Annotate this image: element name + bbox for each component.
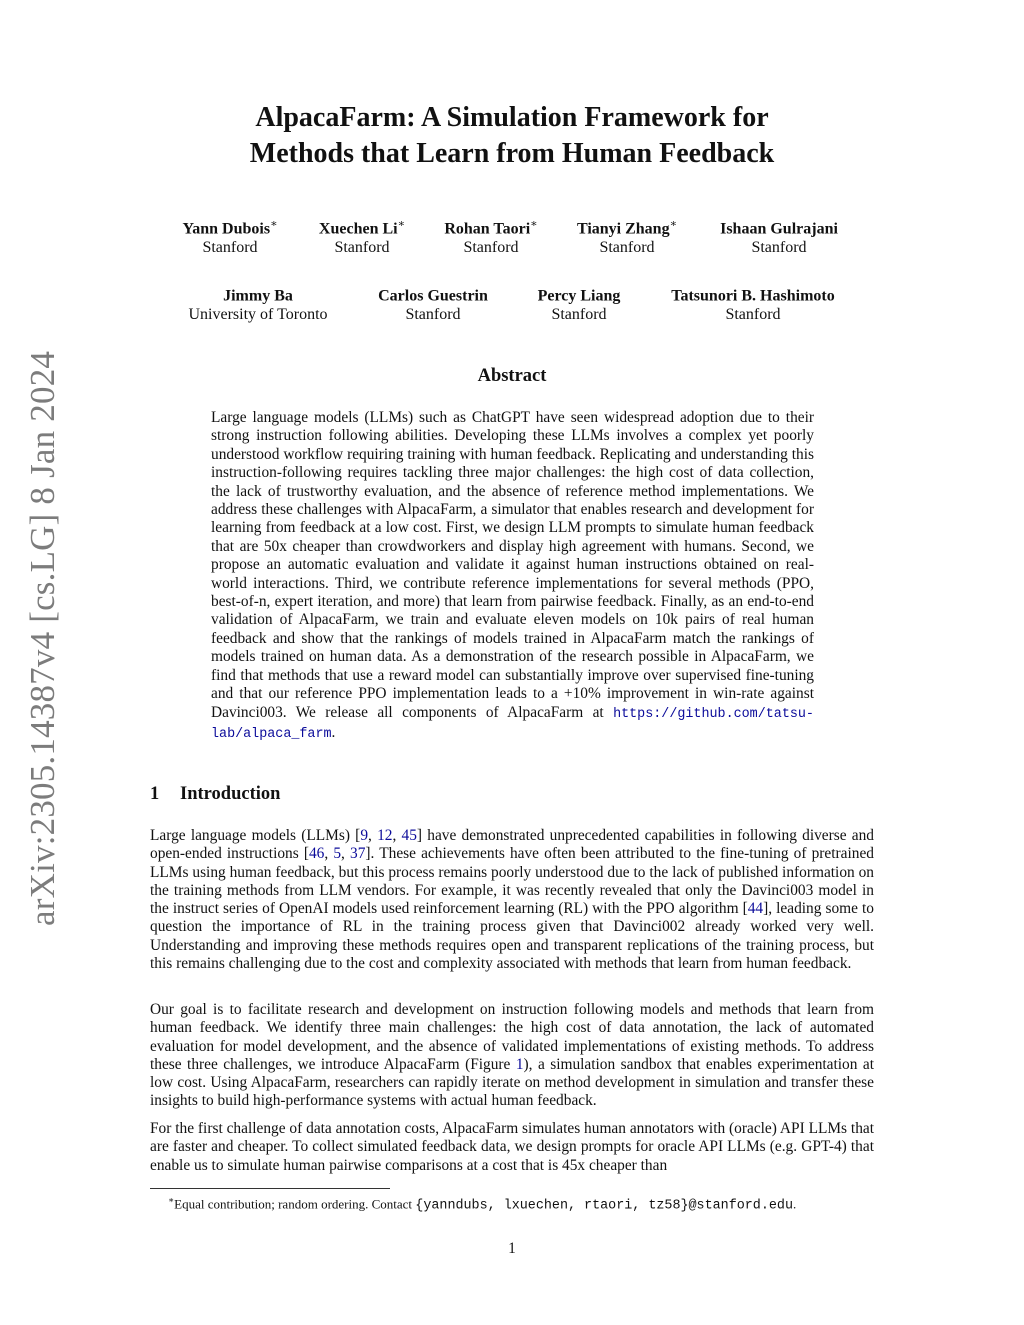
author-name: Carlos Guestrin	[378, 287, 488, 305]
title-line-1: AlpacaFarm: A Simulation Framework for	[255, 102, 769, 133]
author-affiliation: Stanford	[405, 306, 461, 324]
author-name: Xuechen Li	[318, 220, 398, 238]
author-name: Rohan Taori	[444, 220, 531, 238]
citation-link[interactable]: 12	[377, 827, 393, 844]
footnote-mark: ∗	[168, 1195, 175, 1205]
figure-link[interactable]: 1	[515, 1055, 524, 1073]
author-affiliation: Stanford	[551, 306, 607, 324]
footnote-end: .	[792, 1196, 797, 1212]
text-run: ]. These achievements have often been attributed to the fine-tuning of pretrained LLMs using human feedback, but this process remains poorly understood due to the lack of published information on the training methods from LLM vendors. For example, it was recently revealed that only the Davinci003 model in the instruct series of OpenAI models used reinforcement learning (RL) with the PPO algorithm [	[150, 845, 874, 918]
author	[671, 282, 834, 324]
author-affiliation: Stanford	[725, 306, 781, 324]
citation-link[interactable]: 46	[308, 845, 325, 863]
footnote-rule	[150, 1188, 390, 1189]
footnote	[168, 1192, 796, 1214]
author-affiliation: Stanford	[202, 239, 258, 257]
citation-link[interactable]: 37	[350, 845, 366, 863]
arxiv-stamp	[20, 350, 66, 926]
author-name: Jimmy Ba	[223, 287, 293, 305]
author-name: Tatsunori B. Hashimoto	[671, 287, 835, 305]
text-run: Large language models (LLMs) [	[150, 827, 361, 844]
section-title: Introduction	[180, 784, 281, 804]
text-run: Our goal is to facilitate research and development on instruction following models and methods that learn from human feedback. We identify three main challenges: the high cost of data annotation, the lack of automated evaluation for model development, and the absence of validated implementations of existing methods. To address these three challenges, we introduce AlpacaFarm (Figure	[150, 1001, 874, 1073]
author-affiliation: University of Toronto	[188, 306, 328, 324]
author-name: Yann Dubois	[182, 220, 271, 238]
author-affiliation: Stanford	[751, 239, 807, 257]
author-affiliation: Stanford	[463, 239, 519, 257]
footnote-contact: {yanndubs, lxuechen, rtaori, tz58}@stanford.edu	[415, 1198, 793, 1214]
footnote-text: Equal contribution; random ordering. Contact	[174, 1196, 416, 1212]
author-name: Ishaan Gulrajani	[720, 220, 838, 238]
author-name: Tianyi Zhang	[576, 220, 670, 238]
abstract-body	[211, 409, 814, 744]
intro-paragraph-3: For the first challenge of data annotation costs, AlpacaFarm simulates human annotators with (oracle) API LLMs that are faster and cheaper. To collect simulated feedback data, we design prompts for oracle API LLMs (e.g. GPT-4) that enable us to simulate human pairwise comparisons at a cost that is 45x cheaper than	[150, 1120, 874, 1174]
author	[319, 215, 405, 257]
citation-link[interactable]: 44	[747, 900, 764, 918]
arxiv-identifier: arXiv:2305.14387v4 [cs.LG] 8 Jan 2024	[23, 350, 62, 926]
abstract-end: .	[331, 723, 336, 741]
author	[720, 215, 838, 257]
intro-paragraph-1	[150, 827, 874, 973]
author-name: Percy Liang	[537, 287, 621, 305]
author-affiliation: Stanford	[599, 239, 655, 257]
abstract-text: Large language models (LLMs) such as ChatGPT have seen widespread adoption due to their strong instruction following abilities. Developing these LLMs involves a complex yet poorly understood workflow requiring training with human feedback. Replicating and understanding this instruction-following requires tackling three major challenges: the high cost of data collection, the lack of trustworthy evaluation, and the absence of reference method implementations. We address these challenges with AlpacaFarm, a simulator that enables research and development for learning from feedback at a low cost. First, we design LLM prompts to simulate human feedback that are 50x cheaper than crowdworkers and display high agreement with humans. Second, we propose an automatic evaluation and validate it against human instructions obtained on real-world interactions. Third, we contribute reference implementations for several methods (PPO, best-of-n, expert iteration, and more) that learn from pairwise feedback. Finally, as an end-to-end validation of AlpacaFarm, we train and evaluate eleven models on 10k pairs of real human feedback and show that the rankings of models trained in AlpacaFarm match the rankings of models trained on human data. As a demonstration of the research possible in AlpacaFarm, we find that methods that use a reward model can substantially improve over supervised fine-tuning and that our reference PPO implementation leads to a +10% improvement in win-rate against Davinci003. We release all components of AlpacaFarm at	[211, 409, 814, 721]
citation-link[interactable]: 9	[360, 827, 369, 844]
author-mark: ∗	[530, 218, 538, 230]
citation-link[interactable]: 45	[401, 827, 417, 844]
author-mark: ∗	[270, 218, 278, 230]
text-run: ,	[341, 845, 351, 863]
section-heading	[150, 784, 280, 805]
author	[182, 215, 277, 257]
github-link[interactable]: https://github.com/tatsu-lab/alpaca_farm	[211, 706, 814, 742]
paper-title	[150, 100, 874, 172]
author	[378, 282, 488, 324]
author	[577, 215, 677, 257]
text-run: ,	[324, 845, 334, 863]
author	[188, 282, 327, 324]
author	[538, 282, 621, 324]
intro-paragraph-2	[150, 1001, 874, 1111]
author-mark: ∗	[397, 218, 406, 230]
text-run: ,	[368, 827, 378, 844]
author-mark: ∗	[669, 218, 678, 230]
text-run: ] have demonstrated unprecedented capabilities in following diverse and open-ended instructions [	[150, 827, 874, 863]
text-run: ], leading some to question the importance of RL in the training process given that Davinci002 already worked very well. Understanding and improving these methods requires open and transparent replications of the training process, but this remains challenging due to the cost and complexity associated with methods that learn from human feedback.	[150, 900, 874, 973]
section-number: 1	[150, 784, 160, 804]
title-line-2: Methods that Learn from Human Feedback	[249, 138, 775, 169]
author	[444, 215, 537, 257]
text-run: ), a simulation sandbox that enables experimentation at low cost. Using AlpacaFarm, researchers can rapidly iterate on method development in simulation and transfer these insights to build high-performance systems with actual human feedback.	[150, 1055, 874, 1110]
author-affiliation: Stanford	[334, 239, 390, 257]
text-run: ,	[392, 827, 402, 844]
citation-link[interactable]: 5	[333, 845, 342, 863]
page-number: 1	[508, 1240, 516, 1257]
abstract-heading: Abstract	[477, 366, 547, 386]
